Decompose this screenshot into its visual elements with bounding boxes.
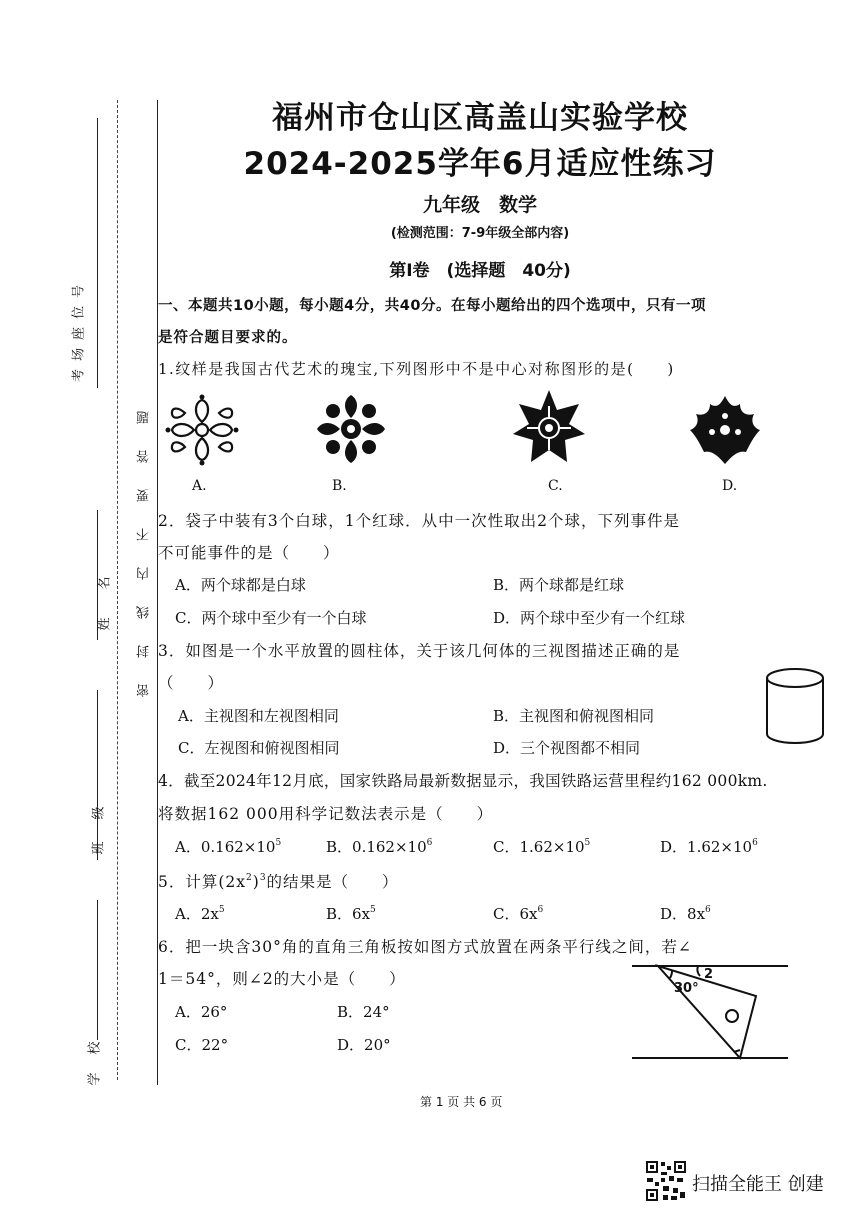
q1-label-a: A. bbox=[192, 478, 207, 494]
section-instruction-1: 一、本题共10小题，每小题4分，共40分。在每小题给出的四个选项中，只有一项 bbox=[158, 298, 706, 314]
q5-option-d-text: D．8x bbox=[660, 905, 706, 923]
q5-stem-post: 的结果是（ ） bbox=[266, 873, 399, 891]
q6-option-a: A．26° bbox=[175, 1003, 228, 1021]
q4-option-a-text: A．0.162×10 bbox=[175, 838, 276, 856]
q5-option-b bbox=[326, 903, 376, 924]
seal-notice: 密封线内不要答题 bbox=[137, 385, 152, 697]
q1-pattern-b bbox=[315, 392, 387, 466]
seat-label: 考场座位号 bbox=[71, 277, 87, 383]
q6-stem-2: 1＝54°，则∠2的大小是（ ） bbox=[158, 970, 406, 988]
q3-stem-2: （ ） bbox=[158, 674, 225, 692]
q2-option-c: C．两个球中至少有一个白球 bbox=[175, 609, 367, 627]
q4-stem-2: 将数据162 000用科学记数法表示是（ ） bbox=[158, 805, 494, 823]
q4-option-b-text: B．0.162×10 bbox=[326, 838, 427, 856]
class-label: 班级 bbox=[91, 784, 107, 855]
q5-stem-exp-inner: 2 bbox=[246, 873, 253, 883]
q1-label-d: D. bbox=[722, 478, 738, 494]
q1-label-b: B. bbox=[332, 478, 347, 494]
q2-option-b: B．两个球都是红球 bbox=[493, 576, 625, 594]
q3-option-d: D．三个视图都不相同 bbox=[493, 739, 641, 757]
q5-option-a bbox=[175, 903, 225, 924]
name-label: 姓名 bbox=[97, 548, 113, 631]
seat-underline bbox=[97, 118, 98, 388]
q4-option-d bbox=[660, 836, 758, 857]
q4-option-b-exponent: 6 bbox=[426, 838, 433, 848]
q5-stem bbox=[158, 870, 399, 892]
grade-subject: 九年级 数学 bbox=[422, 194, 537, 216]
q6-triangle-figure bbox=[628, 958, 792, 1062]
exam-scope: (检测范围：7-9年级全部内容) bbox=[390, 226, 570, 241]
binding-dashed-line bbox=[117, 100, 118, 1080]
q4-option-c bbox=[493, 836, 590, 857]
q5-option-c-exponent: 6 bbox=[537, 905, 544, 915]
q5-option-b-exponent: 5 bbox=[370, 905, 376, 915]
q4-option-d-text: D．1.62×10 bbox=[660, 838, 753, 856]
q4-option-d-exponent: 6 bbox=[752, 838, 758, 848]
q6-figure-angle-30: 30° bbox=[674, 981, 699, 996]
q4-option-a bbox=[175, 836, 281, 857]
q2-option-a: A．两个球都是白球 bbox=[175, 576, 306, 594]
q5-option-d-exponent: 6 bbox=[705, 905, 711, 915]
q5-option-b-text: B．6x bbox=[326, 905, 371, 923]
q3-option-a: A．主视图和左视图相同 bbox=[178, 707, 339, 725]
watermark-text: 扫描全能王 创建 bbox=[692, 1174, 824, 1195]
qr-code-icon bbox=[645, 1160, 687, 1202]
q1-label-c: C. bbox=[548, 478, 563, 494]
q5-stem-exp-outer: 3 bbox=[259, 873, 267, 883]
q4-option-b bbox=[326, 836, 432, 857]
q1-pattern-c bbox=[511, 388, 587, 468]
q6-figure-angle-2: 2 bbox=[704, 967, 714, 982]
q4-option-a-exponent: 5 bbox=[275, 838, 282, 848]
q5-option-a-text: A．2x bbox=[175, 905, 219, 923]
exam-title: 2024-2025学年6月适应性练习 bbox=[243, 146, 717, 182]
q2-stem-2: 不可能事件的是（ ） bbox=[158, 544, 340, 562]
q6-option-c: C．22° bbox=[175, 1036, 229, 1054]
q6-option-d: D．20° bbox=[337, 1036, 391, 1054]
school-underline bbox=[97, 900, 98, 1040]
q1-pattern-d bbox=[688, 394, 762, 466]
q3-cylinder-figure bbox=[760, 664, 830, 750]
q5-stem-mid: ) bbox=[252, 873, 260, 891]
section-instruction-2: 是符合题目要求的。 bbox=[158, 330, 298, 346]
page-number: 第 1 页 共 6 页 bbox=[420, 1095, 503, 1109]
school-title: 福州市仓山区高盖山实验学校 bbox=[272, 100, 688, 136]
q4-option-c-text: C．1.62×10 bbox=[493, 838, 585, 856]
q2-stem-1: 2．袋子中装有3个白球，1个红球．从中一次性取出2个球，下列事件是 bbox=[158, 512, 680, 530]
q3-stem-1: 3．如图是一个水平放置的圆柱体，关于该几何体的三视图描述正确的是 bbox=[158, 642, 681, 660]
q2-option-d: D．两个球中至少有一个红球 bbox=[493, 609, 686, 627]
q4-option-c-exponent: 5 bbox=[584, 838, 591, 848]
q3-option-b: B．主视图和俯视图相同 bbox=[493, 707, 655, 725]
q5-option-c bbox=[493, 903, 543, 924]
q5-option-a-exponent: 5 bbox=[218, 905, 225, 915]
q1-pattern-a bbox=[163, 392, 241, 468]
q6-stem-1: 6．把一块含30°角的直角三角板按如图方式放置在两条平行线之间，若∠ bbox=[158, 938, 692, 956]
school-label: 学校 bbox=[87, 1023, 103, 1086]
q5-stem-pre: 5．计算(2x bbox=[158, 873, 247, 891]
volume-heading: 第Ⅰ卷 (选择题 40分) bbox=[389, 261, 571, 281]
q5-option-c-text: C．6x bbox=[493, 905, 538, 923]
q6-option-b: B．24° bbox=[337, 1003, 390, 1021]
q1-stem: 1.纹样是我国古代艺术的瑰宝,下列图形中不是中心对称图形的是( ) bbox=[158, 360, 675, 378]
q4-stem-1: 4．截至2024年12月底，国家铁路局最新数据显示，我国铁路运营里程约162 000km. bbox=[158, 772, 768, 790]
q5-option-d bbox=[660, 903, 711, 924]
q3-option-c: C．左视图和俯视图相同 bbox=[178, 739, 340, 757]
